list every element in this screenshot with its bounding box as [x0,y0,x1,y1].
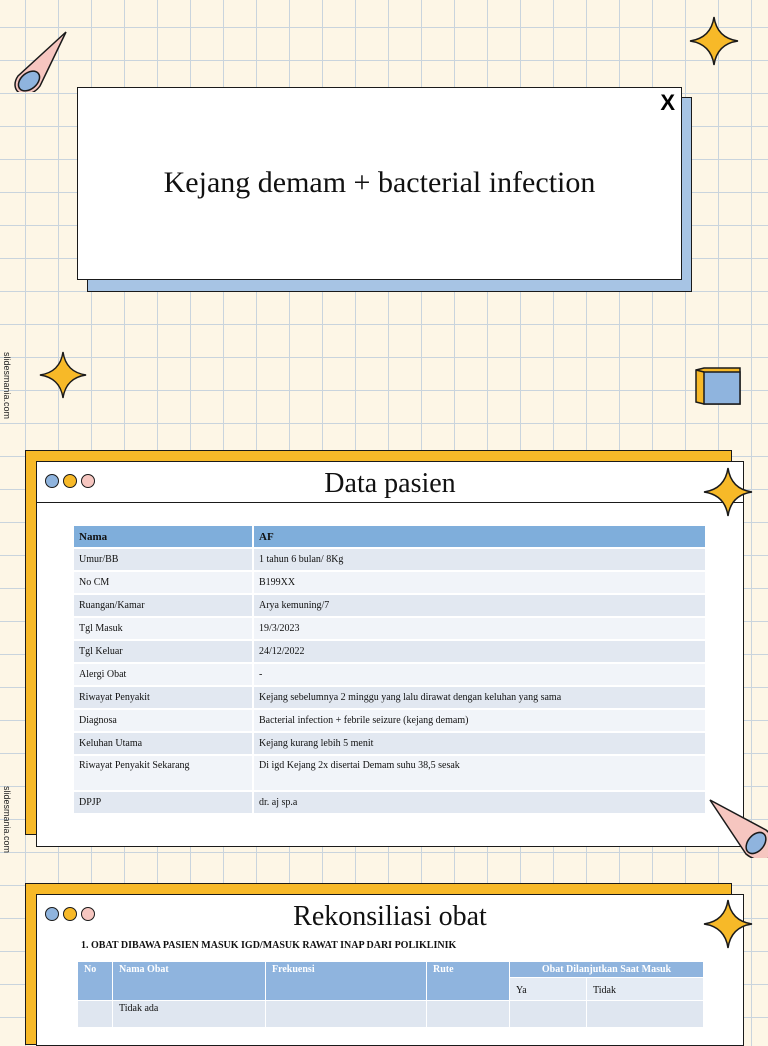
cube-decoration [694,366,742,406]
field-value: 19/3/2023 [253,617,706,640]
watermark-text: slidesmania.com [2,352,12,420]
field-value: - [253,663,706,686]
field-label: Alergi Obat [74,663,253,686]
field-value: 1 tahun 6 bulan/ 8Kg [253,548,706,571]
col-nama-obat: Nama Obat [113,962,266,1001]
table-header-value: AF [253,526,706,548]
field-label: Diagnosa [74,709,253,732]
col-tidak: Tidak [586,978,703,1001]
window-header [37,462,743,503]
window-title: Data pasien [324,468,456,499]
field-value: B199XX [253,571,706,594]
table-row [74,709,706,732]
section-heading: 1. OBAT DIBAWA PASIEN MASUK IGD/MASUK RAWAT INAP DARI POLIKLINIK [81,940,457,951]
title-card [77,87,682,280]
field-value: Kejang sebelumnya 2 minggu yang lalu dirawat dengan keluhan yang sama [253,686,706,709]
window-title: Rekonsiliasi obat [293,901,487,932]
cell-tidak [586,1001,703,1028]
cell-ya [510,1001,587,1028]
cone-decoration [10,28,72,92]
col-no: No [78,962,113,1001]
patient-table [74,526,707,815]
medication-table [77,961,704,1028]
table-row [74,571,706,594]
col-dilanjutkan: Obat Dilanjutkan Saat Masuk [510,962,704,978]
field-value: 24/12/2022 [253,640,706,663]
cone-decoration [706,796,768,858]
patient-data-window [36,461,744,847]
field-label: DPJP [74,791,253,814]
reconciliation-window [36,894,744,1046]
table-row [74,617,706,640]
star-decoration [702,466,754,518]
field-label: Keluhan Utama [74,732,253,755]
star-decoration [702,898,754,950]
field-value: Kejang kurang lebih 5 menit [253,732,706,755]
page-title: Kejang demam + bacterial infection [163,166,596,199]
table-row [74,663,706,686]
table-row [74,791,706,814]
field-label: Ruangan/Kamar [74,594,253,617]
window-header [37,895,743,935]
field-value: Arya kemuning/7 [253,594,706,617]
field-label: Tgl Masuk [74,617,253,640]
star-decoration [38,350,88,400]
field-label: No CM [74,571,253,594]
field-value: Bacterial infection + febrile seizure (kejang demam) [253,709,706,732]
cell-rute [427,1001,510,1028]
close-icon[interactable]: X [660,90,675,115]
table-row [74,732,706,755]
field-label: Tgl Keluar [74,640,253,663]
cell-no [78,1001,113,1028]
cell-frekuensi [266,1001,427,1028]
table-row [74,755,706,791]
table-header-field: Nama [74,526,253,548]
table-row [78,1001,704,1028]
table-row [74,686,706,709]
field-value: dr. aj sp.a [253,791,706,814]
col-rute: Rute [427,962,510,1001]
field-label: Umur/BB [74,548,253,571]
star-decoration [688,15,740,67]
watermark-text: slidesmania.com [2,786,12,854]
cell-nama-obat: Tidak ada [113,1001,266,1028]
col-ya: Ya [510,978,587,1001]
table-row [74,640,706,663]
table-header-row [74,526,706,548]
table-row [74,548,706,571]
table-header-row [78,962,704,978]
field-value: Di igd Kejang 2x disertai Demam suhu 38,5 sesak [253,755,706,791]
col-frekuensi: Frekuensi [266,962,427,1001]
field-label: Riwayat Penyakit Sekarang [74,755,253,791]
table-row [74,594,706,617]
field-label: Riwayat Penyakit [74,686,253,709]
